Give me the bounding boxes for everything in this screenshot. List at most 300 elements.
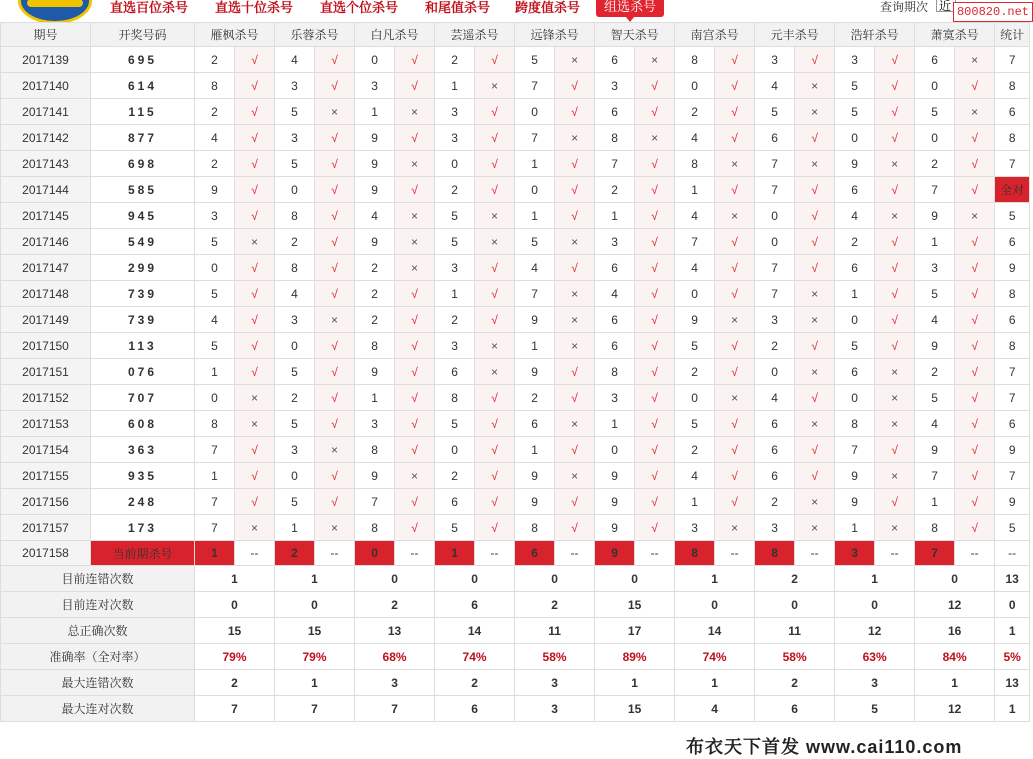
kill-number-cell: 6 xyxy=(835,255,875,281)
kill-number-cell: 0 xyxy=(515,99,555,125)
pending-count: -- xyxy=(995,541,1030,566)
kill-number-cell: 2 xyxy=(755,333,795,359)
kill-number-cell: 2 xyxy=(195,47,235,73)
table-row xyxy=(1,73,1030,99)
check-icon: √ xyxy=(715,463,755,489)
kill-number-cell: 1 xyxy=(835,515,875,541)
check-icon: √ xyxy=(955,73,995,99)
check-icon: √ xyxy=(555,359,595,385)
stat-value: 15 xyxy=(275,618,355,644)
cross-icon: × xyxy=(875,463,915,489)
check-icon: √ xyxy=(635,437,675,463)
kill-number-cell: 5 xyxy=(435,411,475,437)
cross-icon: × xyxy=(395,255,435,281)
kill-number-cell: 6 xyxy=(595,255,635,281)
check-icon: √ xyxy=(555,151,595,177)
kill-number-cell: 2 xyxy=(675,99,715,125)
stat-value: 2 xyxy=(755,566,835,592)
count-cell: 6 xyxy=(995,307,1030,333)
predicted-kill-number: 6 xyxy=(515,541,555,566)
stat-value: 7 xyxy=(355,696,435,722)
check-icon: √ xyxy=(235,359,275,385)
kill-number-cell: 4 xyxy=(915,411,955,437)
column-header: 雁枫杀号 xyxy=(195,23,275,47)
site-logo xyxy=(18,0,92,24)
table-row xyxy=(1,255,1030,281)
stat-value: 2 xyxy=(355,592,435,618)
cross-icon: × xyxy=(715,385,755,411)
table-row xyxy=(1,125,1030,151)
kill-number-cell: 9 xyxy=(355,463,395,489)
column-header: 萧寞杀号 xyxy=(915,23,995,47)
cross-icon: × xyxy=(555,463,595,489)
cross-icon: × xyxy=(715,307,755,333)
kill-number-cell: 0 xyxy=(435,151,475,177)
kill-number-cell: 7 xyxy=(915,177,955,203)
check-icon: √ xyxy=(635,281,675,307)
kill-number-cell: 9 xyxy=(355,151,395,177)
kill-number-cell: 8 xyxy=(195,411,235,437)
predicted-kill-number: 3 xyxy=(835,541,875,566)
stat-value: 14 xyxy=(675,618,755,644)
check-icon: √ xyxy=(795,385,835,411)
stat-value: 1 xyxy=(915,670,995,696)
kill-number-cell: 5 xyxy=(675,411,715,437)
kill-number-cell: 9 xyxy=(595,463,635,489)
kill-number-cell: 7 xyxy=(915,463,955,489)
kill-number-cell: 9 xyxy=(515,489,555,515)
kill-number-cell: 0 xyxy=(435,437,475,463)
table-row xyxy=(1,463,1030,489)
cross-icon: × xyxy=(635,125,675,151)
stat-value: 0 xyxy=(675,592,755,618)
check-icon: √ xyxy=(395,385,435,411)
cross-icon: × xyxy=(795,73,835,99)
check-icon: √ xyxy=(475,281,515,307)
count-cell: 7 xyxy=(995,151,1030,177)
check-icon: √ xyxy=(395,333,435,359)
stat-value: 1 xyxy=(675,566,755,592)
period-cell: 2017148 xyxy=(1,281,91,307)
stat-value: 89% xyxy=(595,644,675,670)
period-cell: 2017146 xyxy=(1,229,91,255)
kill-number-cell: 8 xyxy=(355,437,395,463)
kill-number-cell: 7 xyxy=(195,515,235,541)
stat-value: 17 xyxy=(595,618,675,644)
period-cell: 2017154 xyxy=(1,437,91,463)
kill-number-cell: 7 xyxy=(515,125,555,151)
tab-units-kill[interactable]: 直选个位杀号 xyxy=(320,0,399,15)
check-icon: √ xyxy=(715,99,755,125)
kill-number-cell: 9 xyxy=(835,489,875,515)
check-icon: √ xyxy=(475,151,515,177)
stat-value: 1 xyxy=(675,670,755,696)
pending-result: -- xyxy=(475,541,515,566)
check-icon: √ xyxy=(235,437,275,463)
stat-value: 2 xyxy=(755,670,835,696)
kill-number-cell: 7 xyxy=(195,437,235,463)
column-header: 开奖号码 xyxy=(91,23,195,47)
count-cell: 7 xyxy=(995,359,1030,385)
kill-number-cell: 5 xyxy=(835,333,875,359)
check-icon: √ xyxy=(395,489,435,515)
check-icon: √ xyxy=(315,411,355,437)
column-header: 浩轩杀号 xyxy=(835,23,915,47)
kill-number-cell: 4 xyxy=(595,281,635,307)
check-icon: √ xyxy=(395,307,435,333)
kill-number-cell: 0 xyxy=(835,385,875,411)
stat-value: 15 xyxy=(195,618,275,644)
stat-value: 4 xyxy=(675,696,755,722)
predicted-kill-number: 0 xyxy=(355,541,395,566)
cross-icon: × xyxy=(475,73,515,99)
check-icon: √ xyxy=(475,515,515,541)
cross-icon: × xyxy=(875,411,915,437)
stat-value: 0 xyxy=(195,592,275,618)
count-cell: 8 xyxy=(995,125,1030,151)
kill-number-cell: 3 xyxy=(435,255,475,281)
count-cell: 9 xyxy=(995,489,1030,515)
kill-number-cell: 2 xyxy=(595,177,635,203)
draw-number-cell: 248 xyxy=(91,489,195,515)
cross-icon: × xyxy=(795,359,835,385)
tab-group-kill[interactable]: 组选杀号 xyxy=(596,0,664,17)
stat-value: 14 xyxy=(435,618,515,644)
kill-number-cell: 6 xyxy=(595,333,635,359)
kill-number-cell: 2 xyxy=(275,385,315,411)
cross-icon: × xyxy=(635,47,675,73)
cross-icon: × xyxy=(555,281,595,307)
cross-icon: × xyxy=(795,151,835,177)
column-header: 元丰杀号 xyxy=(755,23,835,47)
check-icon: √ xyxy=(635,307,675,333)
check-icon: √ xyxy=(315,229,355,255)
kill-number-cell: 5 xyxy=(915,99,955,125)
table-row xyxy=(1,177,1030,203)
stat-value: 1 xyxy=(195,566,275,592)
cross-icon: × xyxy=(555,125,595,151)
table-row xyxy=(1,515,1030,541)
check-icon: √ xyxy=(315,125,355,151)
stat-value: 1 xyxy=(995,618,1030,644)
stat-value: 84% xyxy=(915,644,995,670)
draw-number-cell: 695 xyxy=(91,47,195,73)
check-icon: √ xyxy=(555,203,595,229)
column-header: 远锋杀号 xyxy=(515,23,595,47)
check-icon: √ xyxy=(795,177,835,203)
cross-icon: × xyxy=(955,47,995,73)
check-icon: √ xyxy=(795,125,835,151)
stat-value: 15 xyxy=(595,696,675,722)
check-icon: √ xyxy=(315,203,355,229)
count-cell: 7 xyxy=(995,463,1030,489)
check-icon: √ xyxy=(955,177,995,203)
check-icon: √ xyxy=(875,307,915,333)
stat-value: 13 xyxy=(995,566,1030,592)
draw-number-cell: 113 xyxy=(91,333,195,359)
kill-number-table xyxy=(0,22,1030,722)
stat-value: 6 xyxy=(435,696,515,722)
kill-number-cell: 1 xyxy=(675,489,715,515)
stat-value: 1 xyxy=(595,670,675,696)
kill-number-cell: 3 xyxy=(755,307,795,333)
draw-number-cell: 585 xyxy=(91,177,195,203)
cross-icon: × xyxy=(795,411,835,437)
kill-number-cell: 5 xyxy=(435,515,475,541)
kill-number-cell: 1 xyxy=(595,411,635,437)
cross-icon: × xyxy=(235,411,275,437)
check-icon: √ xyxy=(715,359,755,385)
kill-number-cell: 2 xyxy=(275,229,315,255)
check-icon: √ xyxy=(475,177,515,203)
check-icon: √ xyxy=(315,255,355,281)
kill-number-cell: 9 xyxy=(355,229,395,255)
check-icon: √ xyxy=(715,229,755,255)
kill-number-cell: 7 xyxy=(355,489,395,515)
query-period-select[interactable]: 近 xyxy=(936,0,956,12)
stat-value: 2 xyxy=(515,592,595,618)
check-icon: √ xyxy=(875,437,915,463)
column-header: 南宫杀号 xyxy=(675,23,755,47)
kill-number-cell: 6 xyxy=(835,177,875,203)
pending-result: -- xyxy=(555,541,595,566)
kill-number-cell: 4 xyxy=(755,385,795,411)
kill-number-cell: 3 xyxy=(275,73,315,99)
stat-value: 13 xyxy=(995,670,1030,696)
check-icon: √ xyxy=(475,125,515,151)
kill-number-cell: 9 xyxy=(915,333,955,359)
kill-number-cell: 5 xyxy=(915,281,955,307)
kill-number-cell: 0 xyxy=(195,385,235,411)
query-period-label: 查询期次 xyxy=(880,0,929,14)
check-icon: √ xyxy=(555,177,595,203)
draw-number-cell: 739 xyxy=(91,281,195,307)
kill-number-cell: 4 xyxy=(755,73,795,99)
period-cell: 2017150 xyxy=(1,333,91,359)
kill-number-cell: 6 xyxy=(435,359,475,385)
kill-number-cell: 2 xyxy=(435,307,475,333)
stat-value: 0 xyxy=(275,592,355,618)
check-icon: √ xyxy=(955,411,995,437)
stat-value: 1 xyxy=(835,566,915,592)
kill-number-cell: 5 xyxy=(915,385,955,411)
check-icon: √ xyxy=(955,437,995,463)
cross-icon: × xyxy=(955,203,995,229)
draw-number-cell: 549 xyxy=(91,229,195,255)
kill-number-cell: 3 xyxy=(595,229,635,255)
stat-value: 68% xyxy=(355,644,435,670)
kill-number-cell: 1 xyxy=(275,515,315,541)
kill-number-cell: 1 xyxy=(515,437,555,463)
table-row xyxy=(1,489,1030,515)
kill-number-cell: 9 xyxy=(675,307,715,333)
stat-label: 准确率（全对率） xyxy=(1,644,195,670)
check-icon: √ xyxy=(955,463,995,489)
kill-number-cell: 6 xyxy=(515,411,555,437)
kill-number-cell: 9 xyxy=(515,359,555,385)
period-cell: 2017151 xyxy=(1,359,91,385)
kill-number-cell: 8 xyxy=(355,515,395,541)
cross-icon: × xyxy=(315,99,355,125)
table-row xyxy=(1,359,1030,385)
kill-number-cell: 0 xyxy=(515,177,555,203)
cross-icon: × xyxy=(475,229,515,255)
footer-watermark: 布衣天下首发 www.cai110.com xyxy=(686,737,963,757)
kill-number-cell: 3 xyxy=(595,73,635,99)
kill-number-cell: 6 xyxy=(755,125,795,151)
cross-icon: × xyxy=(315,515,355,541)
kill-number-cell: 4 xyxy=(675,255,715,281)
cross-icon: × xyxy=(715,203,755,229)
stat-row xyxy=(1,566,1030,592)
column-header: 芸遥杀号 xyxy=(435,23,515,47)
kill-number-cell: 1 xyxy=(915,489,955,515)
stat-label: 总正确次数 xyxy=(1,618,195,644)
stat-value: 0 xyxy=(515,566,595,592)
pending-result: -- xyxy=(875,541,915,566)
check-icon: √ xyxy=(475,47,515,73)
stat-value: 12 xyxy=(915,696,995,722)
kill-number-cell: 1 xyxy=(675,177,715,203)
period-cell: 2017142 xyxy=(1,125,91,151)
period-cell: 2017143 xyxy=(1,151,91,177)
count-cell: 9 xyxy=(995,255,1030,281)
kill-number-cell: 2 xyxy=(755,489,795,515)
check-icon: √ xyxy=(795,255,835,281)
check-icon: √ xyxy=(475,255,515,281)
kill-number-cell: 4 xyxy=(275,47,315,73)
cross-icon: × xyxy=(795,489,835,515)
predicted-kill-number: 8 xyxy=(675,541,715,566)
table-row xyxy=(1,203,1030,229)
kill-number-cell: 9 xyxy=(515,307,555,333)
check-icon: √ xyxy=(635,359,675,385)
kill-number-cell: 1 xyxy=(515,333,555,359)
kill-number-cell: 9 xyxy=(595,515,635,541)
kill-number-cell: 3 xyxy=(835,47,875,73)
check-icon: √ xyxy=(395,73,435,99)
kill-number-cell: 8 xyxy=(675,151,715,177)
check-icon: √ xyxy=(715,489,755,515)
cross-icon: × xyxy=(395,203,435,229)
column-header: 智天杀号 xyxy=(595,23,675,47)
kill-number-cell: 8 xyxy=(595,125,635,151)
kill-number-cell: 5 xyxy=(435,229,475,255)
kill-number-cell: 6 xyxy=(595,99,635,125)
kill-number-cell: 3 xyxy=(435,99,475,125)
stat-value: 12 xyxy=(915,592,995,618)
kill-number-cell: 5 xyxy=(195,229,235,255)
kill-number-cell: 5 xyxy=(275,411,315,437)
count-cell: 6 xyxy=(995,99,1030,125)
kill-number-cell: 3 xyxy=(195,203,235,229)
tab-span-kill[interactable]: 跨度值杀号 xyxy=(515,0,581,15)
kill-number-cell: 3 xyxy=(755,515,795,541)
kill-number-cell: 4 xyxy=(275,281,315,307)
stat-row xyxy=(1,696,1030,722)
check-icon: √ xyxy=(795,203,835,229)
stat-value: 74% xyxy=(675,644,755,670)
period-cell: 2017141 xyxy=(1,99,91,125)
check-icon: √ xyxy=(715,333,755,359)
check-icon: √ xyxy=(635,385,675,411)
kill-number-cell: 9 xyxy=(515,463,555,489)
cross-icon: × xyxy=(795,99,835,125)
kill-number-cell: 8 xyxy=(275,255,315,281)
column-header: 期号 xyxy=(1,23,91,47)
check-icon: √ xyxy=(395,359,435,385)
kill-number-cell: 1 xyxy=(515,203,555,229)
table-row xyxy=(1,411,1030,437)
draw-number-cell: 877 xyxy=(91,125,195,151)
period-cell: 2017158 xyxy=(1,541,91,566)
table-row xyxy=(1,437,1030,463)
check-icon: √ xyxy=(955,385,995,411)
check-icon: √ xyxy=(635,333,675,359)
table-row xyxy=(1,307,1030,333)
check-icon: √ xyxy=(235,203,275,229)
table-row xyxy=(1,385,1030,411)
check-icon: √ xyxy=(875,73,915,99)
check-icon: √ xyxy=(795,437,835,463)
kill-number-cell: 3 xyxy=(755,47,795,73)
table-row xyxy=(1,151,1030,177)
kill-number-cell: 9 xyxy=(835,463,875,489)
kill-number-cell: 8 xyxy=(675,47,715,73)
period-cell: 2017139 xyxy=(1,47,91,73)
check-icon: √ xyxy=(955,229,995,255)
count-cell: 9 xyxy=(995,437,1030,463)
kill-number-cell: 1 xyxy=(355,99,395,125)
kill-number-cell: 3 xyxy=(275,125,315,151)
stat-value: 3 xyxy=(515,696,595,722)
kill-number-cell: 3 xyxy=(435,333,475,359)
cross-icon: × xyxy=(315,307,355,333)
check-icon: √ xyxy=(475,99,515,125)
stat-value: 0 xyxy=(755,592,835,618)
predicted-kill-number: 2 xyxy=(275,541,315,566)
kill-number-cell: 8 xyxy=(835,411,875,437)
check-icon: √ xyxy=(955,359,995,385)
stat-value: 58% xyxy=(515,644,595,670)
kill-number-cell: 5 xyxy=(435,203,475,229)
check-icon: √ xyxy=(395,125,435,151)
stat-value: 11 xyxy=(515,618,595,644)
check-icon: √ xyxy=(715,177,755,203)
tab-sum-tail-kill[interactable]: 和尾值杀号 xyxy=(425,0,491,15)
kill-number-cell: 1 xyxy=(195,463,235,489)
kill-number-cell: 4 xyxy=(195,307,235,333)
cross-icon: × xyxy=(235,515,275,541)
check-icon: √ xyxy=(315,385,355,411)
check-icon: √ xyxy=(235,125,275,151)
kill-number-cell: 2 xyxy=(355,281,395,307)
tab-hundreds-kill[interactable]: 直选百位杀号 xyxy=(110,0,189,15)
kill-number-cell: 4 xyxy=(835,203,875,229)
kill-number-cell: 0 xyxy=(835,125,875,151)
kill-number-cell: 4 xyxy=(915,307,955,333)
stat-label: 目前连对次数 xyxy=(1,592,195,618)
kill-number-cell: 7 xyxy=(515,281,555,307)
stat-value: 15 xyxy=(595,592,675,618)
kill-number-cell: 0 xyxy=(195,255,235,281)
kill-number-cell: 8 xyxy=(595,359,635,385)
check-icon: √ xyxy=(955,515,995,541)
tab-tens-kill[interactable]: 直选十位杀号 xyxy=(215,0,294,15)
stat-value: 0 xyxy=(995,592,1030,618)
kill-number-cell: 5 xyxy=(275,359,315,385)
check-icon: √ xyxy=(315,151,355,177)
